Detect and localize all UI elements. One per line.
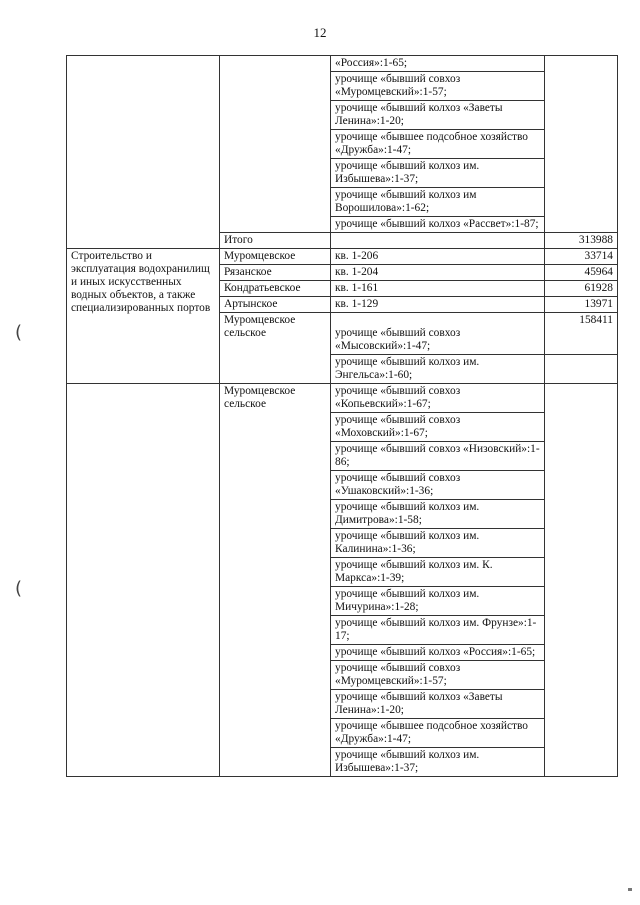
scan-artifact <box>628 888 632 891</box>
area-cell <box>545 384 618 777</box>
settlement-cell: Кондратьевское <box>220 281 331 297</box>
table-row <box>67 249 618 265</box>
page-number: 12 <box>313 25 327 40</box>
quarters-cell: кв. 1-206 <box>331 249 545 265</box>
area-cell: 45964 <box>545 265 618 281</box>
tract-entry: урочище «бывший колхоз им. Фрунзе»:1-17; <box>331 616 545 645</box>
tract-entry: урочище «бывший колхоз «Заветы Ленина»:1-20; <box>331 101 545 130</box>
tract-entry: урочище «бывший колхоз им. Избышева»:1-37; <box>331 159 545 188</box>
purpose-cell <box>67 56 220 249</box>
table-row <box>67 384 618 413</box>
tract-entry: урочище «бывший колхоз «Россия»:1-65; <box>331 645 545 661</box>
tract-entry: урочище «бывший совхоз «Низовский»:1-86; <box>331 442 545 471</box>
settlement-cell <box>220 56 331 233</box>
purpose-cell <box>67 384 220 777</box>
tract-entry: урочище «бывший колхоз «Заветы Ленина»:1-20; <box>331 690 545 719</box>
quarters-cell: кв. 1-161 <box>331 281 545 297</box>
settlement-cell: Муромцевское сельское <box>220 384 331 777</box>
tract-entry: урочище «бывший колхоз им. Энгельса»:1-60; <box>331 355 545 384</box>
scan-bracket-mark: ( <box>15 578 23 599</box>
total-value: 313988 <box>545 233 618 249</box>
tract-entry: урочище «бывший колхоз «Рассвет»:1-87; <box>331 217 545 233</box>
settlement-cell: Артынское <box>220 297 331 313</box>
tract-entry: урочище «бывшее подсобное хозяйство «Дружба»:1-47; <box>331 130 545 159</box>
tract-entry: урочище «бывший колхоз им. Избышева»:1-37; <box>331 748 545 777</box>
tract-entry: урочище «бывший совхоз «Муромцевский»:1-57; <box>331 661 545 690</box>
area-cell <box>545 355 618 384</box>
tract-entry: урочище «бывшее подсобное хозяйство «Дружба»:1-47; <box>331 719 545 748</box>
tract-entry: урочище «бывший колхоз им Ворошилова»:1-62; <box>331 188 545 217</box>
tract-entry: урочище «бывший колхоз им. Димитрова»:1-58; <box>331 500 545 529</box>
total-label: Итого <box>220 233 331 249</box>
tract-entry: урочище «бывший колхоз им. Мичурина»:1-28; <box>331 587 545 616</box>
settlement-cell: Муромцевское <box>220 249 331 265</box>
tract-entry: «Россия»:1-65; <box>331 56 545 72</box>
tract-entry: урочище «бывший совхоз «Моховский»:1-67; <box>331 413 545 442</box>
quarters-cell: кв. 1-129 <box>331 297 545 313</box>
total-empty-cell <box>331 233 545 249</box>
tract-entry: урочище «бывший совхоз «Ушаковский»:1-36; <box>331 471 545 500</box>
purpose-cell: Строительство и эксплуатация водохранилищ и иных искусственных водных объектов, а также специализированных портов <box>67 249 220 384</box>
area-cell: 158411 <box>545 313 618 355</box>
area-cell: 61928 <box>545 281 618 297</box>
table-row <box>67 56 618 72</box>
tract-entry: урочище «бывший колхоз им. К. Маркса»:1-39; <box>331 558 545 587</box>
area-cell: 33714 <box>545 249 618 265</box>
land-use-table <box>66 55 618 777</box>
settlement-cell: Муромцевское сельское <box>220 313 331 384</box>
scan-bracket-mark: ( <box>15 322 23 343</box>
quarters-cell: кв. 1-204 <box>331 265 545 281</box>
settlement-cell: Рязанское <box>220 265 331 281</box>
area-cell: 13971 <box>545 297 618 313</box>
tract-entry: урочище «бывший совхоз «Муромцевский»:1-57; <box>331 72 545 101</box>
tract-entry: урочище «бывший колхоз им. Калинина»:1-36; <box>331 529 545 558</box>
tract-entry: урочище «бывший совхоз «Мысовский»:1-47; <box>331 313 545 355</box>
tract-entry: урочище «бывший совхоз «Копьевский»:1-67; <box>331 384 545 413</box>
area-cell <box>545 56 618 233</box>
